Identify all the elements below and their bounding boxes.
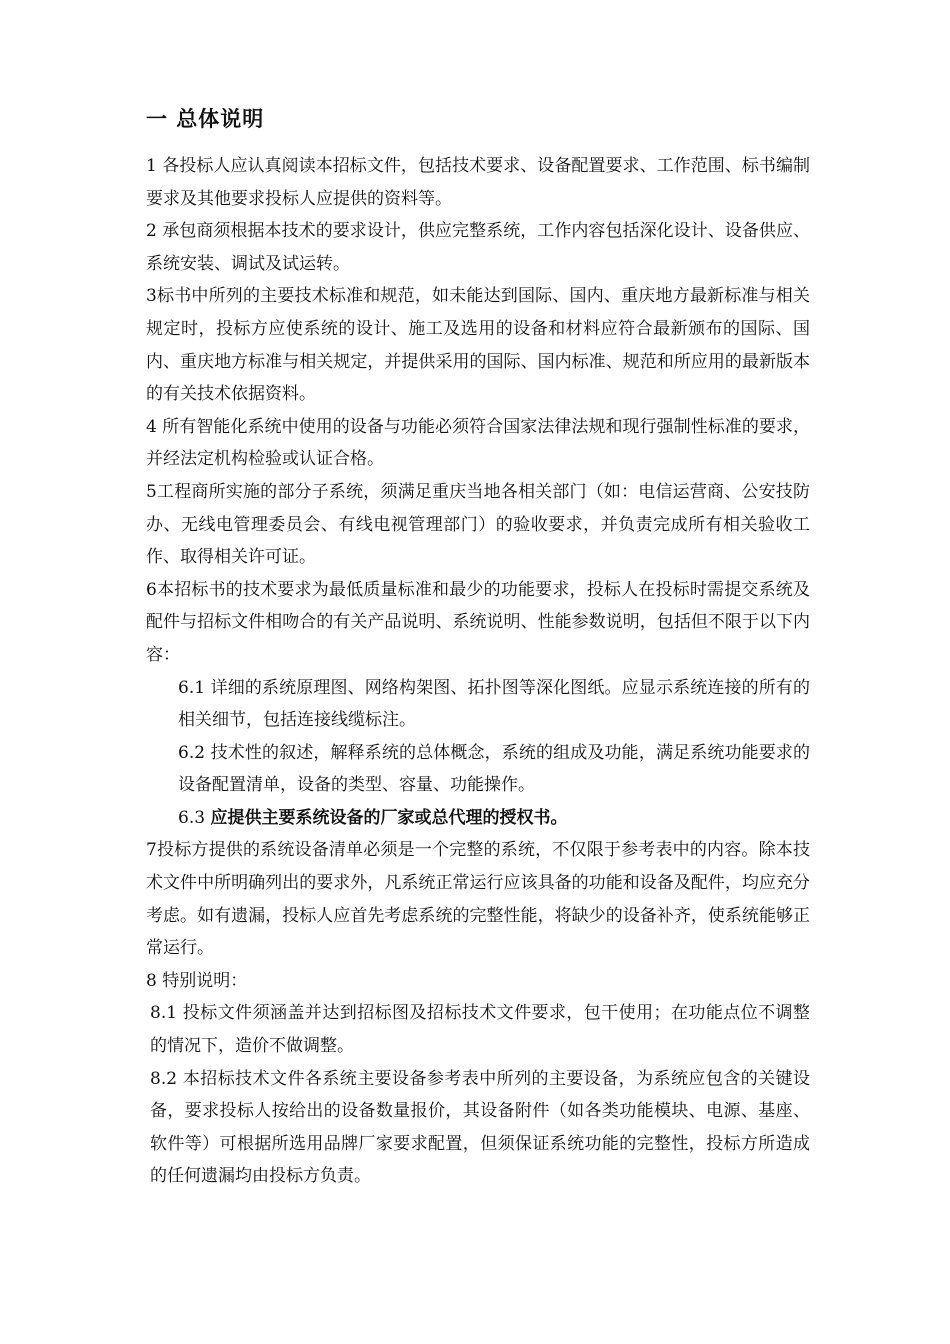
paragraph-1: 1 各投标人应认真阅读本招标文件，包括技术要求、设备配置要求、工作范围、标书编制要求及其他要求投标人应提供的资料等。 [146,156,810,209]
paragraph-4: 4 所有智能化系统中使用的设备与功能必须符合国家法律法规和现行强制性标准的要求，并经法定机构检验或认证合格。 [146,416,810,470]
paragraph-3: 3标书中所列的主要技术标准和规范，如未能达到国际、国内、重庆地方最新标准与相关规定时，投标方应使系统的设计、施工及选用的设备和材料应符合最新颁布的国际、国内、重庆地方标准与相关规定，并提供采用的国际、国内标准、规范和所应用的最新版本的有关技术依据资料。 [146,286,810,405]
paragraph-8-2: 8.2 本招标技术文件各系统主要设备参考表中所列的主要设备，为系统应包含的关键设备，要求投标人按给出的设备数量报价，其设备附件（如各类功能模块、电源、基座、软件等）可根据所选用品牌厂家要求配置，但须保证系统功能的完整性，投标方所造成的任何遗漏均由投标方负责。 [150,1068,810,1187]
paragraph-6-3-number: 6.3 [178,807,211,828]
paragraph-6-1: 6.1 详细的系统原理图、网络构架图、拓扑图等深化图纸。应显示系统连接的所有的相关细节，包括连接线缆标注。 [178,677,810,731]
paragraph-6-3-text: 应提供主要系统设备的厂家或总代理的授权书。 [210,807,568,828]
document-body [146,150,810,1193]
paragraph-8: 8 特别说明： [146,970,248,991]
paragraph-2: 2 承包商须根据本技术的要求设计，供应完整系统，工作内容包括深化设计、设备供应、系统安装、调试及试运转。 [146,221,810,274]
paragraph-5: 5工程商所实施的部分子系统，须满足重庆当地各相关部门（如：电信运营商、公安技防办、无线电管理委员会、有线电视管理部门）的验收要求，并负责完成所有相关验收工作、取得相关许可证。 [146,481,810,568]
paragraph-8-1: 8.1 投标文件须涵盖并达到招标图及招标技术文件要求，包干使用；在功能点位不调整的情况下，造价不做调整。 [150,1003,810,1057]
section-title: 一 总体说明 [146,107,265,131]
paragraph-6-3 [146,802,810,835]
paragraph-7: 7投标方提供的系统设备清单必须是一个完整的系统，不仅限于参考表中的内容。除本技术文件中所明确列出的要求外，凡系统正常运行应该具备的功能和设备及配件，均应充分考虑。如有遗漏，投标人应首先考虑系统的完整性能，将缺少的设备补齐，使系统能够正常运行。 [146,840,810,959]
paragraph-6-2: 6.2 技术性的叙述，解释系统的总体概念，系统的组成及功能，满足系统功能要求的设备配置清单，设备的类型、容量、功能操作。 [178,742,810,796]
paragraph-6: 6本招标书的技术要求为最低质量标准和最少的功能要求，投标人在投标时需提交系统及配件与招标文件相吻合的有关产品说明、系统说明、性能参数说明，包括但不限于以下内容： [146,579,810,665]
